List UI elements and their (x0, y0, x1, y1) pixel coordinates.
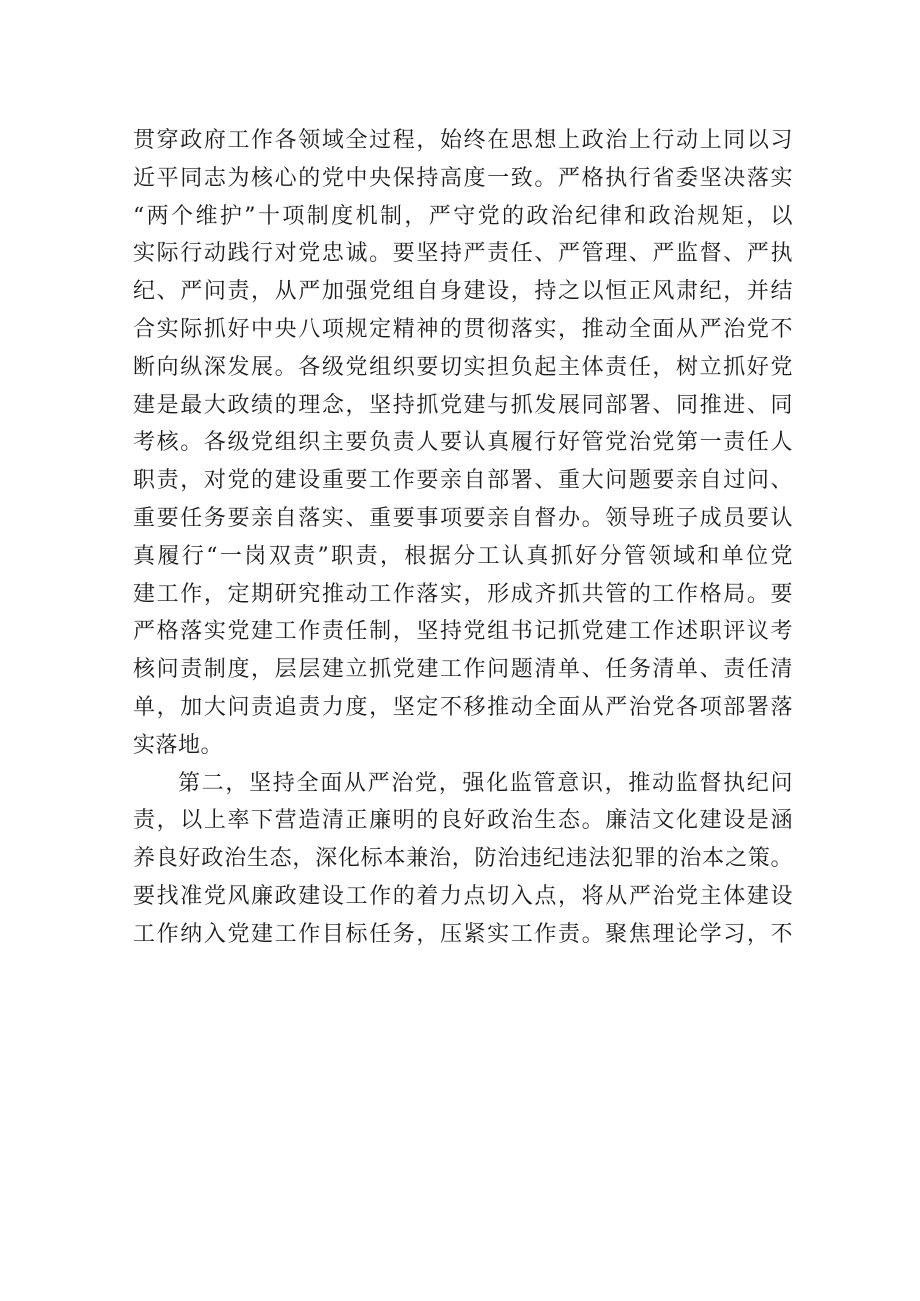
paragraph-1-line: 实际行动践行对党忠诚。要坚持严责任、严管理、严监督、严执 (133, 241, 793, 267)
paragraph-1-line: 断向纵深发展。各级党组织要切实担负起主体责任，树立抓好党 (133, 354, 793, 380)
paragraph-2-line: 养良好政治生态，深化标本兼治，防治违纪违法犯罪的治本之策。 (133, 846, 793, 872)
paragraph-1-line: 核问责制度，层层建立抓党建工作问题清单、任务清单、责任清 (133, 657, 793, 683)
paragraph-2-line: 要找准党风廉政建设工作的着力点切入点，将从严治党主体建设 (133, 883, 793, 909)
paragraph-1-last-line: 实落地。 (133, 732, 224, 758)
paragraph-1-line: 近平同志为核心的党中央保持高度一致。严格执行省委坚决落实 (133, 165, 793, 191)
paragraph-1-line: 职责，对党的建设重要工作要亲自部署、重大问题要亲自过问、 (133, 468, 793, 494)
paragraph-2-line: 工作纳入党建工作目标任务，压紧实工作责。聚焦理论学习，不 (133, 921, 793, 947)
paragraph-1-line: 合实际抓好中央八项规定精神的贯彻落实，推动全面从严治党不 (133, 316, 793, 342)
paragraph-1-line: 建工作，定期研究推动工作落实，形成齐抓共管的工作格局。要 (133, 581, 793, 607)
paragraph-1-line: 重要任务要亲自落实、重要事项要亲自督办。领导班子成员要认 (133, 505, 793, 531)
document-body (133, 122, 793, 954)
paragraph-1-line: 单，加大问责追责力度，坚定不移推动全面从严治党各项部署落 (133, 694, 793, 720)
paragraph-1-line: 建是最大政绩的理念，坚持抓党建与抓发展同部署、同推进、同 (133, 392, 793, 418)
paragraph-1-line: 贯穿政府工作各领域全过程，始终在思想上政治上行动上同以习 (133, 128, 793, 153)
paragraph-1-line: 考核。各级党组织主要负责人要认真履行好管党治党第一责任人 (133, 430, 793, 456)
paragraph-1-line: 严格落实党建工作责任制，坚持党组书记抓党建工作述职评议考 (133, 619, 793, 645)
paragraph-2-first-line: 第二，坚持全面从严治党，强化监管意识，推动监督执纪问 (178, 770, 793, 796)
paragraph-2-line: 责，以上率下营造清正廉明的良好政治生态。廉洁文化建设是涵 (133, 808, 793, 834)
paragraph-1-line: “两个维护”十项制度机制，严守党的政治纪律和政治规矩，以 (133, 203, 793, 229)
paragraph-1-line: 纪、严问责，从严加强党组自身建设，持之以恒正风肃纪，并结 (133, 279, 793, 305)
paragraph-1-line: 真履行“一岗双责”职责，根据分工认真抓好分管领域和单位党 (133, 543, 793, 569)
